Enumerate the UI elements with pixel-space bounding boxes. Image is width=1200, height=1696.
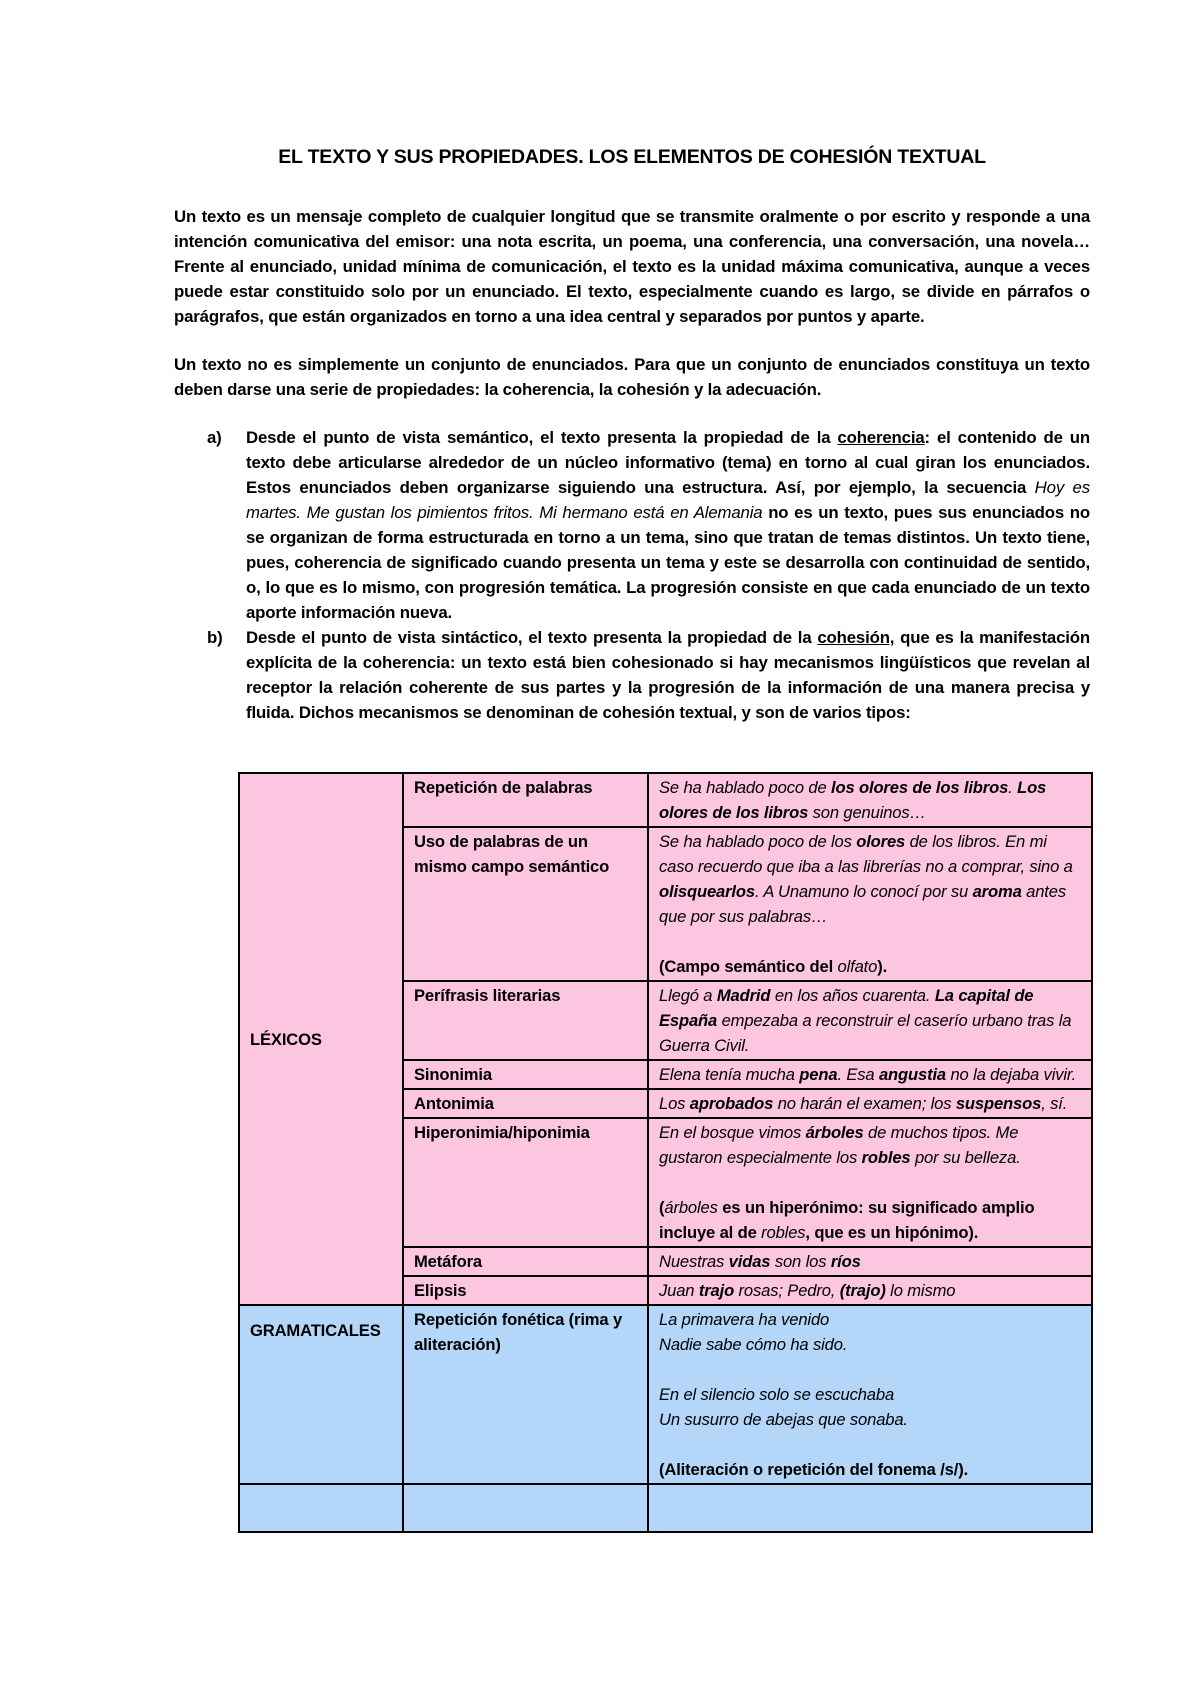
table-row (239, 773, 1092, 827)
mechanism-type: Perífrasis literarias (403, 981, 648, 1060)
example-cell: Se ha hablado poco de los olores de los libros. En mi caso recuerdo que iba a las librerías no a comprar, sino a olisquearlos. A Unamuno lo conocí por su aroma antes que por sus palabras… (Campo semántico del olfato). (648, 827, 1092, 981)
term-coherencia: coherencia (837, 428, 925, 447)
mechanism-type: Metáfora (403, 1247, 648, 1276)
example-note: (árboles es un hiperónimo: su significado amplio incluye al de robles, que es un hipónimo). (659, 1198, 1035, 1242)
list-item-coherencia (174, 425, 1090, 625)
list-text: : el contenido de un texto debe articularse alrededor de un núcleo informativo (tema) en torno al cual giran los enunciados. Estos enunciados deben organizarse siguiendo una estructura. Así, por ejemplo, la secuencia (246, 428, 1090, 497)
example-cell: La primavera ha venido Nadie sabe cómo ha sido. En el silencio solo se escuchaba Un susurro de abejas que sonaba. (Aliteración o repetición del fonema /s/). (648, 1305, 1092, 1484)
example-note: (Campo semántico del olfato). (659, 957, 888, 976)
mechanism-type: Repetición de palabras (403, 773, 648, 827)
empty-cell (648, 1484, 1092, 1532)
list-text: Desde el punto de vista sintáctico, el texto presenta la propiedad de la (246, 628, 818, 647)
empty-cell (239, 1484, 403, 1532)
mechanism-type: Sinonimia (403, 1060, 648, 1089)
term-cohesion: cohesión, (817, 628, 895, 647)
mechanism-type: Hiperonimia/hiponimia (403, 1118, 648, 1247)
example-sequence: Hoy es martes. Me gustan los pimientos fritos. Mi hermano está en Alemania (246, 478, 1090, 522)
table-row-empty (239, 1484, 1092, 1532)
list-item-cohesion (174, 625, 1090, 725)
mechanism-type: Antonimia (403, 1089, 648, 1118)
mechanism-type: Repetición fonética (rima y aliteración) (403, 1305, 648, 1484)
example-cell: Llegó a Madrid en los años cuarenta. La capital de España empezaba a reconstruir el caserío urbano tras la Guerra Civil. (648, 981, 1092, 1060)
example-cell: Nuestras vidas son los ríos (648, 1247, 1092, 1276)
example-cell: Elena tenía mucha pena. Esa angustia no la dejaba vivir. (648, 1060, 1092, 1089)
category-lexicos: LÉXICOS (239, 773, 403, 1305)
list-marker: a) (207, 428, 222, 447)
list-text: Desde el punto de vista semántico, el texto presenta la propiedad de la (246, 428, 838, 447)
mechanism-type: Uso de palabras de un mismo campo semántico (403, 827, 648, 981)
page-title: EL TEXTO Y SUS PROPIEDADES. LOS ELEMENTOS DE COHESIÓN TEXTUAL (278, 146, 986, 168)
cohesion-table (238, 772, 1093, 1533)
intro-paragraph: Un texto es un mensaje completo de cualquier longitud que se transmite oralmente o por escrito y responde a una intención comunicativa del emisor: una nota escrita, un poema, una conferencia, una conversación, una novela… Frente al enunciado, unidad mínima de comunicación, el texto es la unidad máxima comunicativa, aunque a veces puede estar constituido solo por un enunciado. El texto, especialmente cuando es largo, se divide en párrafos o parágrafos, que están organizados en torno a una idea central y separados por puntos y aparte. (174, 207, 1090, 326)
example-note: (Aliteración o repetición del fonema /s/). (659, 1460, 969, 1479)
category-gramaticales: GRAMATICALES (239, 1305, 403, 1484)
empty-cell (403, 1484, 648, 1532)
table-row (239, 1305, 1092, 1484)
example-cell: En el bosque vimos árboles de muchos tipos. Me gustaron especialmente los robles por su belleza. (árboles es un hiperónimo: su significado amplio incluye al de robles, que es un hipónimo). (648, 1118, 1092, 1247)
example-cell: Los aprobados no harán el examen; los suspensos, sí. (648, 1089, 1092, 1118)
properties-list (174, 425, 1090, 725)
properties-paragraph: Un texto no es simplemente un conjunto de enunciados. Para que un conjunto de enunciados constituya un texto deben darse una serie de propiedades: la coherencia, la cohesión y la adecuación. (174, 355, 1090, 399)
example-cell: Juan trajo rosas; Pedro, (trajo) lo mismo (648, 1276, 1092, 1305)
example-cell: Se ha hablado poco de los olores de los libros. Los olores de los libros son genuinos… (648, 773, 1092, 827)
list-text: no es un texto, pues sus enunciados no se organizan de forma estructurada en torno a un tema, sino que tratan de temas distintos. Un texto tiene, pues, coherencia de significado cuando presenta un tema y este se desarrolla con continuidad de sentido, o, lo que es lo mismo, con progresión temática. La progresión consiste en que cada enunciado de un texto aporte información nueva. (246, 503, 1090, 622)
mechanism-type: Elipsis (403, 1276, 648, 1305)
list-marker: b) (207, 628, 223, 647)
list-text: que es la manifestación explícita de la coherencia: un texto está bien cohesionado si hay mecanismos lingüísticos que revelan al receptor la relación coherente de sus partes y la progresión de la información de una manera precisa y fluida. Dichos mecanismos se denominan de cohesión textual, y son de varios tipos: (246, 628, 1090, 722)
